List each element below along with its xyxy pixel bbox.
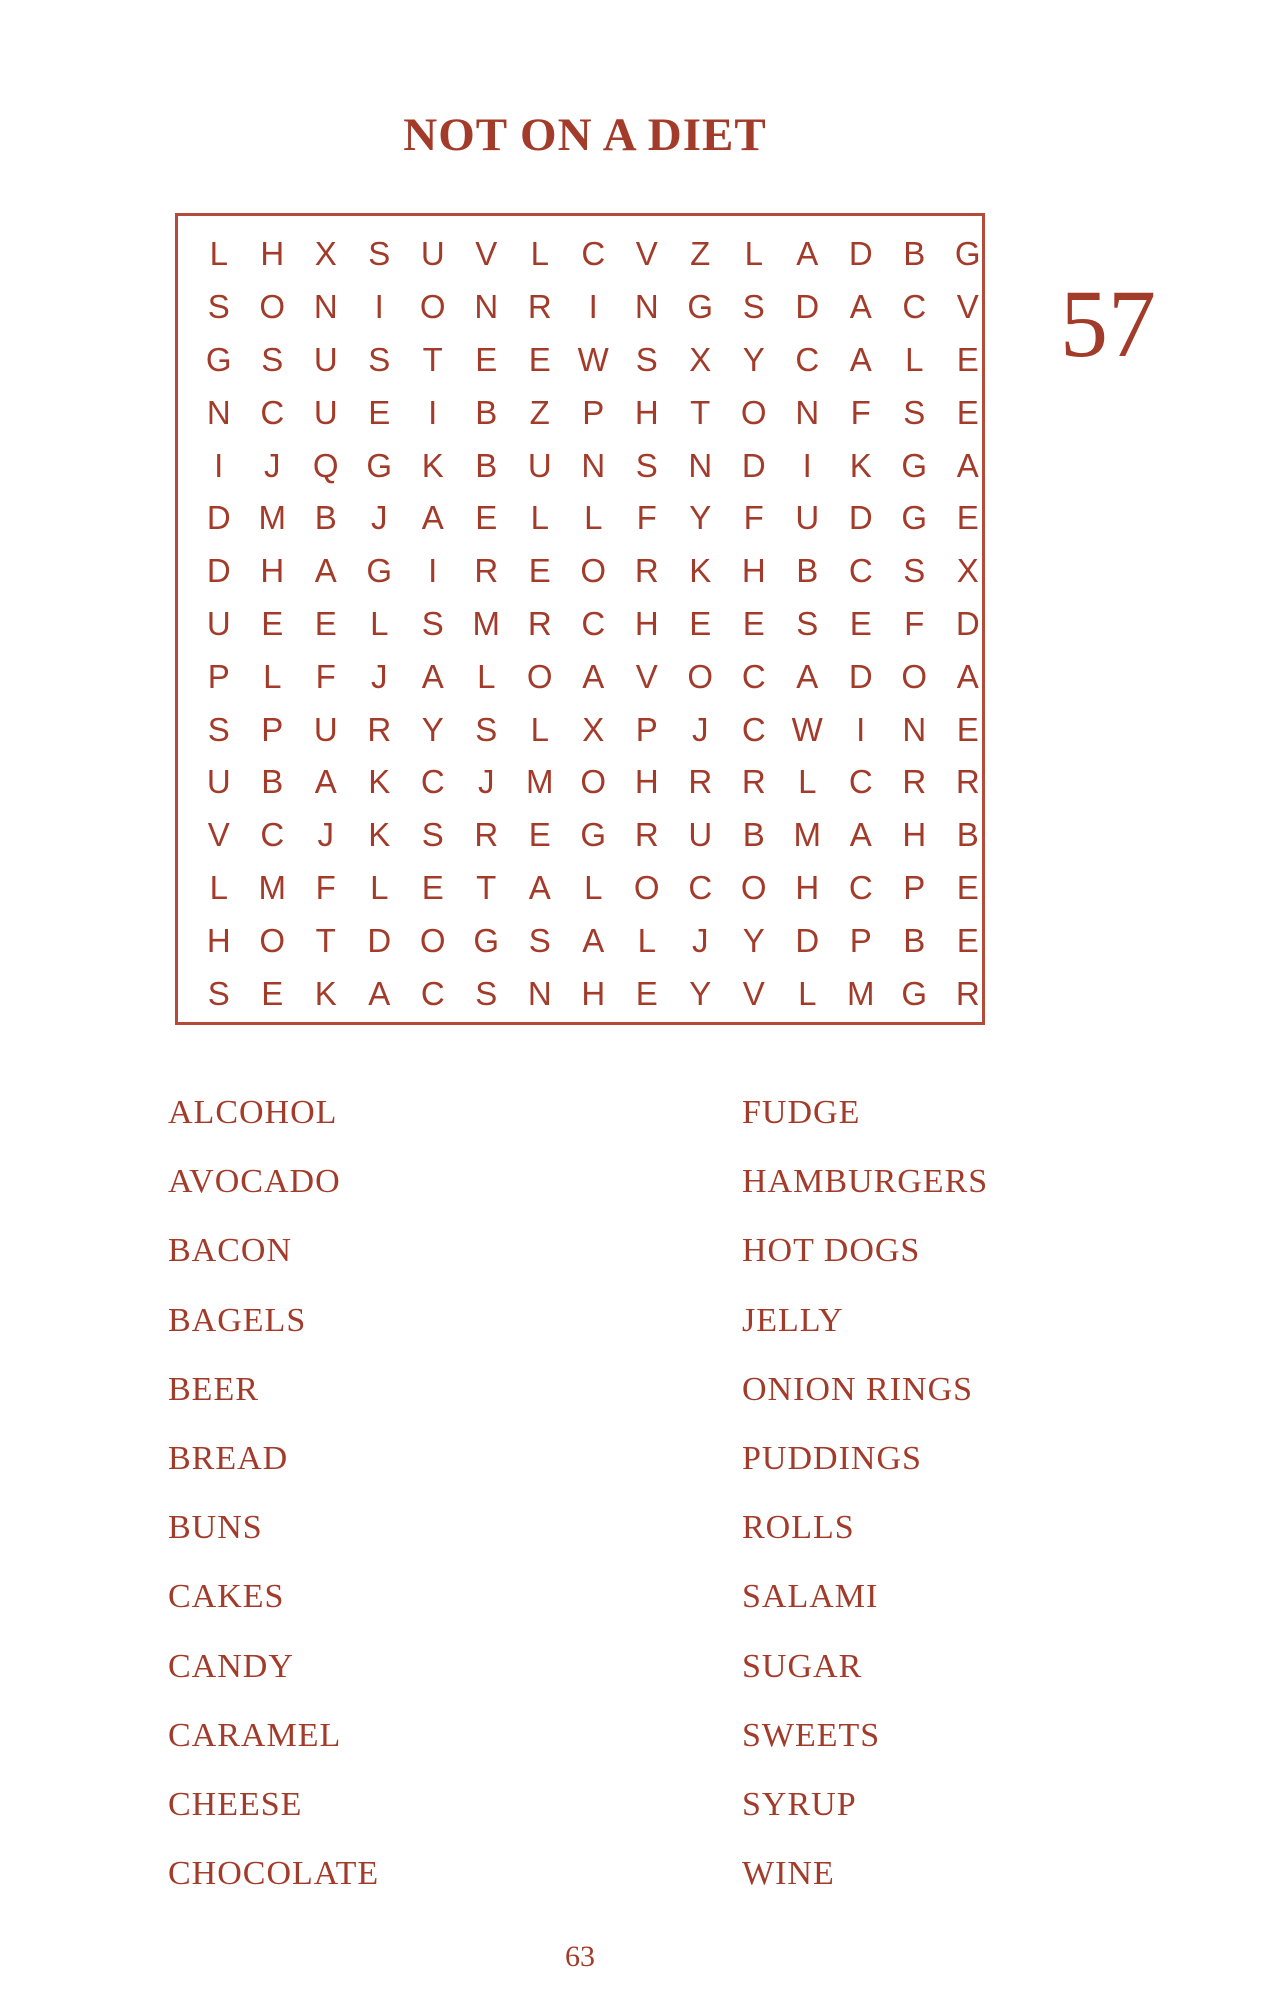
grid-letter: M (793, 816, 821, 854)
word-list-item: WINE (742, 1855, 835, 1893)
grid-letter: O (687, 657, 714, 695)
grid-letter: E (421, 868, 444, 906)
grid-letter: M (472, 604, 500, 642)
grid-letter: D (848, 657, 873, 695)
grid-letter: E (528, 816, 551, 854)
grid-letter: R (474, 816, 499, 854)
grid-letter: U (688, 816, 713, 854)
word-list-item: BUNS (168, 1509, 263, 1547)
grid-letter: P (582, 393, 605, 431)
grid-letter: H (902, 816, 927, 854)
grid-letter: I (428, 552, 438, 590)
grid-letter: S (903, 552, 926, 590)
grid-letter: H (260, 552, 285, 590)
grid-letter: P (849, 921, 872, 959)
grid-letter: S (742, 288, 765, 326)
grid-letter: B (903, 921, 926, 959)
grid-letter: V (475, 235, 498, 273)
grid-letter: G (901, 446, 928, 484)
grid-letter: L (209, 235, 228, 273)
grid-letter: S (421, 604, 444, 642)
grid-letter: A (849, 340, 872, 378)
word-list-item: ALCOHOL (168, 1094, 338, 1131)
grid-letter: O (526, 657, 553, 695)
grid-letter: N (688, 446, 713, 484)
grid-letter: N (581, 446, 606, 484)
grid-letter: E (368, 393, 391, 431)
grid-letter: C (848, 763, 873, 801)
grid-letter: A (956, 446, 979, 484)
grid-letter: U (206, 604, 231, 642)
grid-letter: C (420, 974, 445, 1012)
grid-letter: Y (689, 974, 712, 1012)
grid-letter: O (901, 657, 928, 695)
grid-letter: S (903, 393, 926, 431)
grid-letter: R (902, 763, 927, 801)
grid-letter: E (956, 499, 979, 537)
word-list-item: BAGELS (168, 1301, 307, 1339)
grid-letter: K (368, 763, 391, 801)
grid-letter: V (635, 235, 658, 273)
word-list-item: FUDGE (742, 1094, 861, 1131)
grid-letter: C (688, 868, 713, 906)
grid-letter: E (475, 340, 498, 378)
grid-letter: R (741, 763, 766, 801)
grid-letter: T (690, 393, 711, 431)
grid-letter: K (368, 816, 391, 854)
grid-letter: G (580, 816, 607, 854)
grid-letter: Y (689, 499, 712, 537)
grid-letter: L (263, 657, 282, 695)
grid-letter: C (581, 235, 606, 273)
grid-letter: C (741, 657, 766, 695)
grid-letter: A (368, 974, 391, 1012)
grid-letter: E (742, 604, 765, 642)
grid-letter: I (428, 393, 438, 431)
page-number: 63 (565, 1940, 595, 1973)
grid-letter: Y (742, 340, 765, 378)
grid-letter: U (206, 763, 231, 801)
grid-letter: D (367, 921, 392, 959)
grid-letter: A (314, 763, 337, 801)
grid-letter: A (421, 499, 444, 537)
puzzle-number: 57 (1060, 270, 1156, 377)
grid-letter: O (419, 288, 446, 326)
grid-letter: F (904, 604, 925, 642)
grid-letter: N (206, 393, 231, 431)
word-list-item: SWEETS (742, 1716, 881, 1754)
grid-letter: K (689, 552, 712, 590)
grid-letter: K (314, 974, 337, 1012)
word-search-grid (175, 213, 985, 1025)
grid-letter: D (741, 446, 766, 484)
grid-letter: M (258, 868, 286, 906)
grid-letter: C (902, 288, 927, 326)
word-list-item: ONION RINGS (742, 1370, 974, 1408)
grid-letter: D (795, 288, 820, 326)
grid-letter: B (796, 552, 819, 590)
grid-letter: L (209, 868, 228, 906)
grid-letter: E (261, 604, 284, 642)
grid-letter: A (421, 657, 444, 695)
grid-letter: D (795, 921, 820, 959)
grid-letter: W (577, 340, 609, 378)
grid-letter: C (260, 393, 285, 431)
grid-letter: G (901, 974, 928, 1012)
grid-letter: G (901, 499, 928, 537)
word-list-item: HOT DOGS (742, 1232, 921, 1270)
grid-letter: C (260, 816, 285, 854)
grid-letter: M (526, 763, 554, 801)
grid-letter: D (206, 499, 231, 537)
grid-letter: U (795, 499, 820, 537)
grid-letter: T (476, 868, 497, 906)
word-list-item: CARAMEL (168, 1716, 342, 1754)
grid-letter: O (580, 763, 607, 801)
grid-letter: J (692, 921, 709, 959)
grid-letter: K (849, 446, 872, 484)
grid-letter: V (742, 974, 765, 1012)
grid-letter: G (205, 340, 232, 378)
grid-letter: L (530, 710, 549, 748)
grid-letter: X (689, 340, 712, 378)
grid-letter: L (744, 235, 763, 273)
grid-letter: R (955, 974, 980, 1012)
grid-letter: L (637, 921, 656, 959)
letter-grid (192, 228, 995, 1020)
grid-letter: D (206, 552, 231, 590)
grid-letter: L (584, 499, 603, 537)
grid-letter: L (530, 499, 549, 537)
word-list-right (742, 1088, 988, 1918)
grid-letter: W (791, 710, 823, 748)
grid-letter: R (634, 816, 659, 854)
grid-letter: B (742, 816, 765, 854)
grid-letter: H (634, 763, 659, 801)
grid-letter: R (527, 604, 552, 642)
grid-letter: E (528, 552, 551, 590)
grid-letter: B (475, 446, 498, 484)
grid-letter: X (582, 710, 605, 748)
grid-letter: O (633, 868, 660, 906)
grid-letter: B (903, 235, 926, 273)
grid-letter: P (635, 710, 658, 748)
grid-letter: H (795, 868, 820, 906)
grid-letter: R (955, 763, 980, 801)
grid-letter: N (795, 393, 820, 431)
grid-letter: S (475, 710, 498, 748)
grid-letter: S (635, 340, 658, 378)
grid-letter: C (848, 552, 873, 590)
grid-letter: P (207, 657, 230, 695)
word-list-item: CANDY (168, 1647, 294, 1685)
grid-letter: P (903, 868, 926, 906)
grid-letter: H (634, 393, 659, 431)
word-list-item: BEER (168, 1370, 259, 1408)
grid-letter: O (259, 288, 286, 326)
grid-letter: J (371, 657, 388, 695)
grid-letter: U (313, 340, 338, 378)
grid-letter: G (473, 921, 500, 959)
grid-letter: G (366, 552, 393, 590)
word-list-item: AVOCADO (168, 1163, 341, 1201)
grid-letter: L (370, 868, 389, 906)
grid-letter: T (422, 340, 443, 378)
grid-letter: C (581, 604, 606, 642)
grid-letter: R (634, 552, 659, 590)
grid-letter: S (528, 921, 551, 959)
grid-letter: G (954, 235, 981, 273)
grid-letter: I (214, 446, 224, 484)
grid-letter: M (847, 974, 875, 1012)
grid-letter: E (475, 499, 498, 537)
grid-letter: P (261, 710, 284, 748)
grid-letter: J (371, 499, 388, 537)
grid-letter: J (264, 446, 281, 484)
grid-letter: E (849, 604, 872, 642)
grid-letter: J (692, 710, 709, 748)
grid-letter: S (207, 974, 230, 1012)
grid-letter: L (798, 763, 817, 801)
word-list-item: SALAMI (742, 1578, 879, 1616)
grid-letter: J (478, 763, 495, 801)
grid-letter: S (796, 604, 819, 642)
grid-letter: G (687, 288, 714, 326)
grid-letter: C (420, 763, 445, 801)
grid-letter: U (313, 393, 338, 431)
grid-letter: Z (690, 235, 711, 273)
grid-letter: H (260, 235, 285, 273)
grid-letter: Q (312, 446, 339, 484)
grid-letter: H (581, 974, 606, 1012)
grid-letter: A (849, 288, 872, 326)
grid-letter: L (370, 604, 389, 642)
grid-letter: F (315, 868, 336, 906)
grid-letter: B (314, 499, 337, 537)
grid-letter: N (474, 288, 499, 326)
grid-letter: A (796, 657, 819, 695)
word-list-item: SUGAR (742, 1647, 863, 1685)
word-list-item: CHOCOLATE (168, 1855, 380, 1893)
grid-letter: K (421, 446, 444, 484)
word-list-item: BREAD (168, 1439, 289, 1477)
grid-letter: F (636, 499, 657, 537)
grid-letter: I (374, 288, 384, 326)
grid-letter: J (317, 816, 334, 854)
grid-letter: S (368, 235, 391, 273)
grid-letter: Y (742, 921, 765, 959)
grid-letter: O (740, 868, 767, 906)
grid-letter: S (421, 816, 444, 854)
grid-letter: E (956, 340, 979, 378)
grid-letter: F (850, 393, 871, 431)
grid-letter: O (259, 921, 286, 959)
grid-letter: A (582, 657, 605, 695)
grid-letter: N (313, 288, 338, 326)
grid-letter: B (475, 393, 498, 431)
grid-letter: R (688, 763, 713, 801)
grid-letter: D (848, 235, 873, 273)
grid-letter: E (956, 710, 979, 748)
grid-letter: E (689, 604, 712, 642)
grid-letter: X (956, 552, 979, 590)
grid-letter: C (848, 868, 873, 906)
grid-letter: R (527, 288, 552, 326)
grid-letter: S (368, 340, 391, 378)
grid-letter: S (207, 288, 230, 326)
grid-letter: D (848, 499, 873, 537)
grid-letter: C (741, 710, 766, 748)
grid-letter: V (635, 657, 658, 695)
grid-letter: B (261, 763, 284, 801)
grid-letter: Z (529, 393, 550, 431)
grid-letter: S (635, 446, 658, 484)
grid-letter: A (796, 235, 819, 273)
grid-letter: N (527, 974, 552, 1012)
grid-letter: E (314, 604, 337, 642)
grid-letter: A (528, 868, 551, 906)
grid-letter: S (475, 974, 498, 1012)
page-title: NOT ON A DIET (403, 109, 767, 161)
grid-letter: O (580, 552, 607, 590)
grid-letter: L (798, 974, 817, 1012)
grid-letter: B (956, 816, 979, 854)
grid-letter: I (588, 288, 598, 326)
word-list-item: ROLLS (742, 1509, 855, 1547)
grid-letter: U (527, 446, 552, 484)
grid-letter: T (315, 921, 336, 959)
word-list-item: HAMBURGERS (742, 1163, 989, 1201)
grid-letter: F (743, 499, 764, 537)
word-list-item: SYRUP (742, 1785, 857, 1823)
grid-letter: G (366, 446, 393, 484)
grid-letter: A (956, 657, 979, 695)
grid-letter: F (315, 657, 336, 695)
grid-letter: X (314, 235, 337, 273)
grid-letter: N (634, 288, 659, 326)
grid-letter: U (313, 710, 338, 748)
grid-letter: V (207, 816, 230, 854)
grid-letter: N (902, 710, 927, 748)
word-list-item: CHEESE (168, 1785, 303, 1823)
grid-letter: A (314, 552, 337, 590)
grid-letter: I (856, 710, 866, 748)
grid-letter: E (635, 974, 658, 1012)
grid-letter: L (905, 340, 924, 378)
grid-letter: A (849, 816, 872, 854)
word-list-item: JELLY (742, 1301, 844, 1339)
grid-letter: S (207, 710, 230, 748)
grid-letter: C (795, 340, 820, 378)
grid-letter: V (956, 288, 979, 326)
grid-letter: H (206, 921, 231, 959)
grid-letter: E (956, 868, 979, 906)
grid-letter: L (477, 657, 496, 695)
grid-letter: O (419, 921, 446, 959)
grid-letter: E (528, 340, 551, 378)
grid-letter: R (474, 552, 499, 590)
grid-letter: I (802, 446, 812, 484)
word-list-item: PUDDINGS (742, 1439, 922, 1477)
grid-letter: O (740, 393, 767, 431)
grid-letter: H (741, 552, 766, 590)
grid-letter: H (634, 604, 659, 642)
grid-letter: S (261, 340, 284, 378)
grid-letter: E (261, 974, 284, 1012)
word-list-item: CAKES (168, 1578, 285, 1616)
grid-letter: L (584, 868, 603, 906)
grid-letter: R (367, 710, 392, 748)
word-list-left (168, 1088, 379, 1918)
grid-letter: M (258, 499, 286, 537)
grid-letter: D (955, 604, 980, 642)
word-list-item: BACON (168, 1232, 293, 1270)
grid-letter: E (956, 921, 979, 959)
grid-letter: Y (421, 710, 444, 748)
grid-letter: E (956, 393, 979, 431)
grid-letter: U (420, 235, 445, 273)
grid-letter: L (530, 235, 549, 273)
grid-letter: A (582, 921, 605, 959)
